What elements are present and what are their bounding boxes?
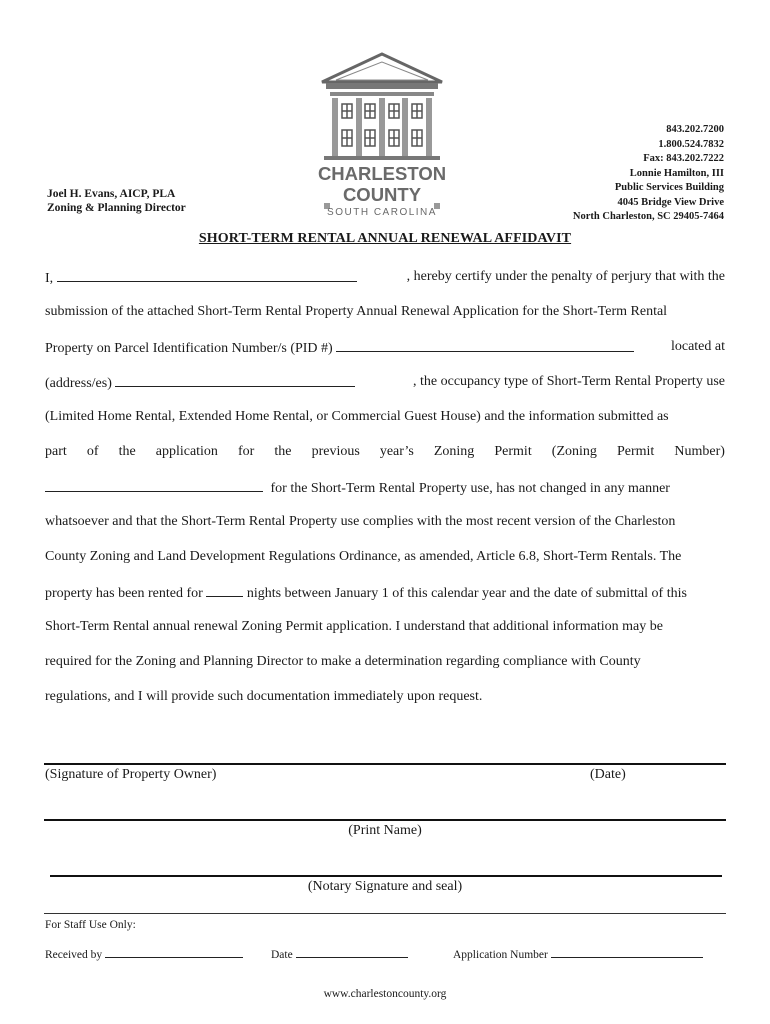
affidavit-line-10: property has been rented for nights between January 1 of this calendar year and the date of submittal of this [45,583,725,603]
staff-date-row: Date [271,947,408,961]
director-name: Joel H. Evans, AICP, PLA [47,188,176,200]
affidavit-line-13: regulations, and I will provide such documentation immediately upon request. [45,689,483,704]
phone-tollfree: 1.800.524.7832 [658,138,724,150]
street-address: 4045 Bridge View Drive [617,196,724,208]
affidavit-line-5: (Limited Home Rental, Extended Home Rental, or Commercial Guest House) and the information submitted as [45,409,669,424]
affidavit-line-2: submission of the attached Short-Term Rental Property Annual Renewal Application for the Short-Term Rental [45,304,668,319]
affidavit-line-4: (address/es) , the occupancy type of Short-Term Rental Property use [45,374,725,391]
pid-field[interactable] [336,338,634,352]
owner-signature-line[interactable] [44,763,726,765]
print-name-label: (Print Name) [348,823,422,838]
affidavit-line-11: Short-Term Rental annual renewal Zoning Permit application. I understand that additional information may be [45,619,663,634]
director-block [47,187,186,215]
date-label: (Date) [590,767,626,782]
logo-line3: SOUTH CAROLINA [327,207,437,218]
notary-label: (Notary Signature and seal) [307,879,463,894]
print-name-line[interactable] [44,819,726,821]
footer-url[interactable]: www.charlestoncounty.org [323,988,447,1000]
affidavit-line-3: Property on Parcel Identification Number/s (PID #) located at [45,339,725,356]
phone-main: 843.202.7200 [666,124,724,135]
staff-heading: For Staff Use Only: [45,919,136,931]
affidavit-line-9: County Zoning and Land Development Regulations Ordinance, as amended, Article 6.8, Short-Term Rentals. The [45,549,682,564]
owner-signature-label: (Signature of Property Owner) [45,767,217,782]
fax: Fax: 843.202.7222 [643,153,724,164]
affidavit-line-7: for the Short-Term Rental Property use, has not changed in any manner [45,478,725,498]
staff-divider [44,913,726,914]
building-name: Lonnie Hamilton, III [629,167,724,179]
county-logo [318,52,446,218]
affidavit-line-12: required for the Zoning and Planning Director to make a determination regarding compliance with County [45,654,641,669]
nights-field[interactable] [206,583,243,597]
page-title: SHORT-TERM RENTAL ANNUAL RENEWAL AFFIDAVIT [198,231,572,246]
address-field[interactable] [115,373,355,387]
affidavit-line-6: part of the application for the previous year’s Zoning Permit (Zoning Permit Number) [45,444,725,459]
application-number-row: Application Number [453,947,703,961]
contact-block [573,123,724,225]
affidavit-line-1: I, , hereby certify under the penalty of perjury that with the [45,269,725,286]
city-state-zip: North Charleston, SC 29405-7464 [572,211,724,222]
notary-signature-line[interactable] [50,875,722,877]
affidavit-line-8: whatsoever and that the Short-Term Rental Property use complies with the most recent version of the Charleston [45,514,676,529]
received-by-row: Received by [45,947,243,961]
building-dept: Public Services Building [614,182,724,193]
permit-number-field[interactable] [45,478,263,492]
courthouse-building-icon [318,52,446,218]
director-title: Zoning & Planning Director [47,202,186,214]
received-by-field[interactable] [105,947,243,958]
logo-line1: CHARLESTON [318,163,446,184]
logo-line2: COUNTY [342,184,422,205]
owner-name-field[interactable] [57,268,357,282]
staff-date-field[interactable] [296,947,408,958]
application-number-field[interactable] [551,947,703,958]
